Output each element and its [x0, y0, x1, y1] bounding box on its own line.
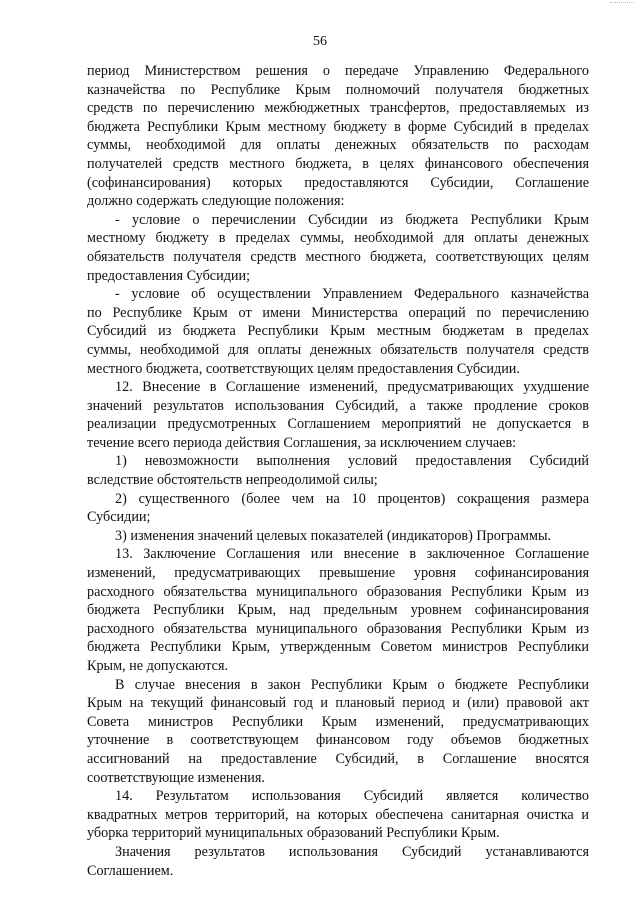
text-line: расходного обязательства муниципального образования Республики Крым из [87, 583, 589, 600]
text-line: период Министерством решения о передаче Управлению Федерального [87, 63, 589, 79]
text-line: соответствующие изменения. [87, 769, 265, 786]
text-line: - условие о перечислении Субсидии из бюджета Республики Крым [115, 211, 589, 228]
text-line: по Республике Крым от имени Министерства операций по перечислению [87, 304, 589, 321]
text-line: реализации предусмотренных Соглашением мероприятий не допускается в [87, 416, 589, 433]
text-line: 3) изменения значений целевых показателей (индикаторов) Программы. [115, 527, 552, 544]
text-line: Значения результатов использования Субсидий устанавливаются [115, 843, 589, 860]
text-line: вследствие обстоятельств непреодолимой силы; [87, 472, 378, 489]
document-body [87, 62, 589, 880]
text-line: средств по перечислению межбюджетных трансфертов, предоставляемых из [87, 100, 589, 117]
text-line: Совета министров Республики Крым изменений, предусматривающих [87, 713, 589, 730]
scan-artifact [610, 2, 634, 5]
text-line: расходного обязательства муниципального образования Республики Крым из [87, 620, 589, 637]
text-line: квадратных метров территорий, на которых обеспечена санитарная очистка и [87, 806, 589, 823]
text-line: бюджета Республики Крым местному бюджету в форме Субсидий в пределах [87, 118, 589, 135]
text-line: Крым на текущий финансовый год и плановый период и (или) правовой акт [87, 695, 589, 712]
text-line: 1) невозможности выполнения условий предоставления Субсидий [115, 453, 589, 470]
text-line: уточнение в соответствующем финансовом году объемов бюджетных [87, 732, 589, 749]
text-line: значений результатов использования Субсидий, а также продление сроков [87, 397, 589, 414]
text-line: - условие об осуществлении Управлением Федерального казначейства [115, 286, 589, 303]
text-line: уборка территорий муниципальных образований Республики Крым. [87, 825, 500, 842]
text-line: обязательств получателя средств местного бюджета, соответствующих целям [87, 248, 589, 265]
text-line: Субсидий из бюджета Республики Крым местным бюджетам в пределах [87, 323, 589, 340]
text-line: бюджета Республики Крым, утвержденным Советом министров Республики [87, 639, 589, 656]
text-line: течение всего периода действия Соглашения, за исключением случаев: [87, 434, 517, 451]
text-line: (софинансирования) которых предоставляются Субсидии, Соглашение [87, 174, 589, 191]
text-line: В случае внесения в закон Республики Крым о бюджете Республики [115, 676, 589, 693]
text-line: казначейства по Республике Крым полномочий получателя бюджетных [87, 81, 589, 98]
text-line: 2) существенного (более чем на 10 процентов) сокращения размера [115, 490, 589, 507]
text-line: 13. Заключение Соглашения или внесение в заключенное Соглашение [115, 546, 589, 563]
text-line: изменений, предусматривающих превышение уровня софинансирования [87, 565, 589, 582]
text-line: Субсидии; [87, 509, 151, 526]
page-number: 56 [313, 34, 327, 49]
text-line: 12. Внесение в Соглашение изменений, предусматривающих ухудшение [115, 379, 589, 396]
text-line: 14. Результатом использования Субсидий является количество [115, 788, 589, 805]
text-line: Соглашением. [87, 862, 174, 879]
text-line: местного бюджета, соответствующих целям предоставления Субсидии. [87, 360, 520, 377]
text-line: суммы, необходимой для оплаты денежных обязательств получателя средств [87, 341, 589, 358]
text-line: получателей средств местного бюджета, в целях финансового обеспечения [87, 155, 589, 172]
text-line: ассигнований на предоставление Субсидий, в Соглашение вносятся [87, 750, 589, 767]
text-line: должно содержать следующие положения: [87, 193, 345, 210]
text-line: предоставления Субсидии; [87, 267, 251, 284]
text-line: бюджета Республики Крым, над предельным уровнем софинансирования [87, 602, 589, 619]
text-line: суммы, необходимой для оплаты денежных обязательств по расходам [87, 137, 589, 154]
text-line: Крым, не допускаются. [87, 658, 229, 674]
text-line: местному бюджету в пределах суммы, необходимой для оплаты денежных [87, 230, 589, 247]
